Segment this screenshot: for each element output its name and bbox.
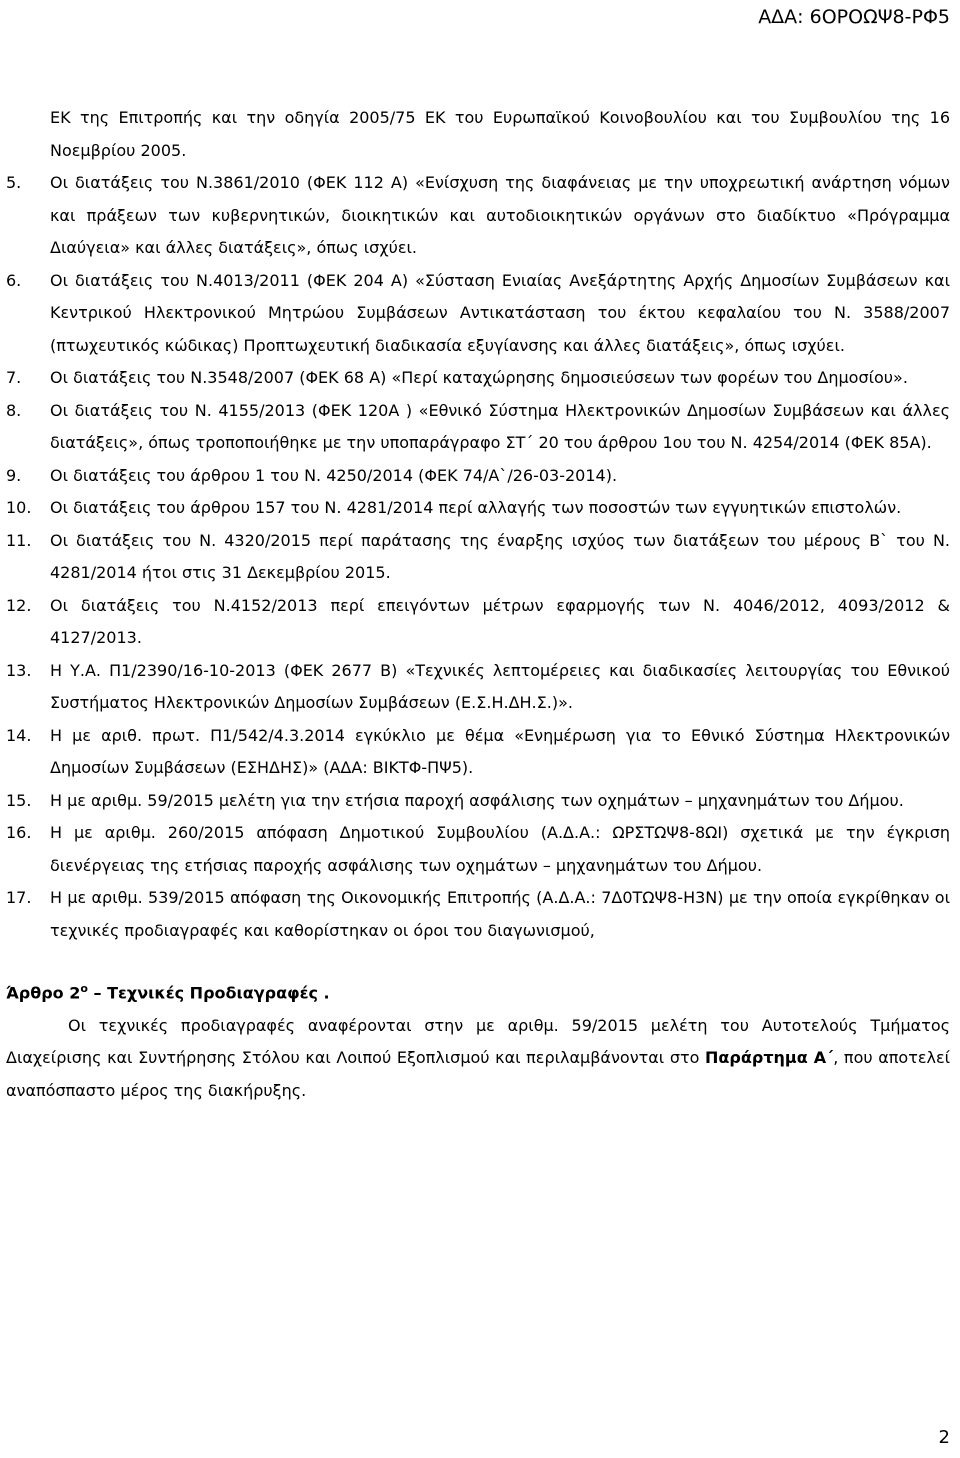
list-item [0, 720, 960, 785]
annex-reference: Παράρτημα Α΄ [705, 1048, 834, 1068]
list-item [0, 167, 960, 265]
item-number: 9. [6, 465, 22, 485]
item-text: Οι διατάξεις του Ν.4152/2013 περί επειγόντων μέτρων εφαρμογής των Ν. 4046/2012, 4093/2012 & 4127/2013. [50, 595, 950, 647]
item-text: Οι διατάξεις του άρθρου 1 του Ν. 4250/2014 (ΦΕΚ 74/Α`/26-03-2014). [50, 465, 618, 485]
article-heading-title: – Τεχνικές Προδιαγραφές . [93, 983, 330, 1003]
item-number: 15. [6, 790, 32, 810]
list-item [0, 265, 960, 363]
item-text: Η Υ.Α. Π1/2390/16-10-2013 (ΦΕΚ 2677 Β) «Τεχνικές λεπτομέρειες και διαδικασίες λειτουργίας του Εθνικού Συστήματος Ηλεκτρονικών Δημοσίων Συμβάσεων (Ε.Σ.Η.ΔΗ.Σ.)». [50, 660, 950, 712]
item-text: Η με αριθ. πρωτ. Π1/542/4.3.2014 εγκύκλιο με θέμα «Ενημέρωση για το Εθνικό Σύστημα Ηλεκτρονικών Δημοσίων Συμβάσεων (ΕΣΗΔΗΣ)» (ΑΔΑ: ΒΙΚΤΦ-ΠΨ5). [50, 725, 950, 777]
item-text: Η με αριθμ. 260/2015 απόφαση Δημοτικού Συμβουλίου (Α.Δ.Α.: ΩΡΣΤΩΨ8-8ΩΙ) σχετικά με την έγκριση διενέργειας της ετήσιας παροχής ασφάλισης των οχημάτων – μηχανημάτων του Δήμου. [50, 823, 950, 875]
item-text: Οι διατάξεις του Ν.3861/2010 (ΦΕΚ 112 Α) «Ενίσχυση της διαφάνειας με την υποχρεωτική ανάρτηση νόμων και πράξεων των κυβερνητικών, διοικητικών και αυτοδιοικητικών οργάνων στο διαδίκτυο «Πρόγραμμα Διαύγεια» και άλλες διατάξεις», όπως ισχύει. [50, 173, 950, 257]
list-item [0, 655, 960, 720]
item-number: 8. [6, 400, 22, 420]
item-text: Οι διατάξεις του Ν.4013/2011 (ΦΕΚ 204 Α) «Σύσταση Ενιαίας Ανεξάρτητης Αρχής Δημοσίων Συμβάσεων και Κεντρικού Ηλεκτρονικού Μητρώου Συμβάσεων Αντικατάσταση του έκτου κεφαλαίου του Ν. 3588/2007 (πτωχευτικός κώδικας) Προπτωχευτική διαδικασία εξυγίανσης και άλλες διατάξεις», όπως ισχύει. [50, 270, 950, 355]
item-number: 17. [6, 888, 32, 907]
item-number: 16. [6, 823, 32, 842]
article-body-paragraph [0, 1010, 960, 1108]
list-item [0, 460, 960, 493]
continuation-paragraph: ΕΚ της Επιτροπής και την οδηγία 2005/75 ΕΚ του Ευρωπαϊκού Κοινοβουλίου και του Συμβουλίου της 16 Νοεμβρίου 2005. [50, 108, 950, 160]
legal-basis-list [0, 167, 960, 947]
item-number: 6. [6, 270, 22, 290]
article-heading-ordinal: ο [80, 982, 88, 995]
document-body [0, 102, 960, 1107]
item-number: 13. [6, 660, 32, 680]
item-text: Οι διατάξεις του άρθρου 157 του Ν. 4281/2014 περί αλλαγής των ποσοστών των εγγυητικών επιστολών. [50, 498, 902, 517]
ada-code: ΑΔΑ: 6ΟΡΟΩΨ8-ΡΦ5 [758, 6, 950, 28]
item-number: 12. [6, 595, 32, 615]
article-body-text: Οι τεχνικές προδιαγραφές αναφέρονται στην με αριθμ. 59/2015 μελέτη του Αυτοτελούς Τμήματος Διαχείρισης και Συντήρησης Στόλου και Λοιπού Εξοπλισμού και περιλαμβάνονται στο [6, 1015, 950, 1068]
item-text: Οι διατάξεις του Ν. 4320/2015 περί παράτασης της έναρξης ισχύος των διατάξεων του μέρους Β` του Ν. 4281/2014 ήτοι στις 31 Δεκεμβρίου 2015. [50, 530, 950, 582]
item-number: 14. [6, 725, 32, 745]
list-item [0, 525, 960, 590]
page-number: 2 [938, 1427, 950, 1448]
list-item [0, 492, 960, 525]
list-item [0, 590, 960, 655]
item-number: 5. [6, 173, 22, 192]
article-heading [0, 973, 960, 1010]
item-text: Η με αριθμ. 539/2015 απόφαση της Οικονομικής Επιτροπής (Α.Δ.Α.: 7Δ0ΤΩΨ8-Η3Ν) με την οποία εγκρίθηκαν οι τεχνικές προδιαγραφές και καθορίστηκαν οι όροι του διαγωνισμού, [50, 888, 950, 940]
item-number: 10. [6, 498, 32, 517]
item-text: Η με αριθμ. 59/2015 μελέτη για την ετήσια παροχή ασφάλισης των οχημάτων – μηχανημάτων του Δήμου. [50, 790, 904, 810]
item-text: Οι διατάξεις του Ν. 4155/2013 (ΦΕΚ 120Α ) «Εθνικό Σύστημα Ηλεκτρονικών Δημοσίων Συμβάσεων και άλλες διατάξεις», όπως τροποποιήθηκε με την υποπαράγραφο ΣΤ΄ 20 του άρθρου 1ου του Ν. 4254/2014 (ΦΕΚ 85Α). [50, 400, 950, 452]
item-number: 7. [6, 368, 22, 387]
list-item [0, 817, 960, 882]
article-heading-prefix: Άρθρο 2 [6, 983, 81, 1003]
item-text: Οι διατάξεις του Ν.3548/2007 (ΦΕΚ 68 Α) «Περί καταχώρησης δημοσιεύσεων των φορέων του Δημοσίου». [50, 368, 908, 387]
list-item [0, 882, 960, 947]
list-item [0, 395, 960, 460]
item-number: 11. [6, 530, 32, 550]
list-item [0, 362, 960, 395]
list-item [0, 785, 960, 818]
article-body-tail: , που αποτελεί αναπόσπαστο μέρος της διακήρυξης. [6, 1048, 951, 1100]
